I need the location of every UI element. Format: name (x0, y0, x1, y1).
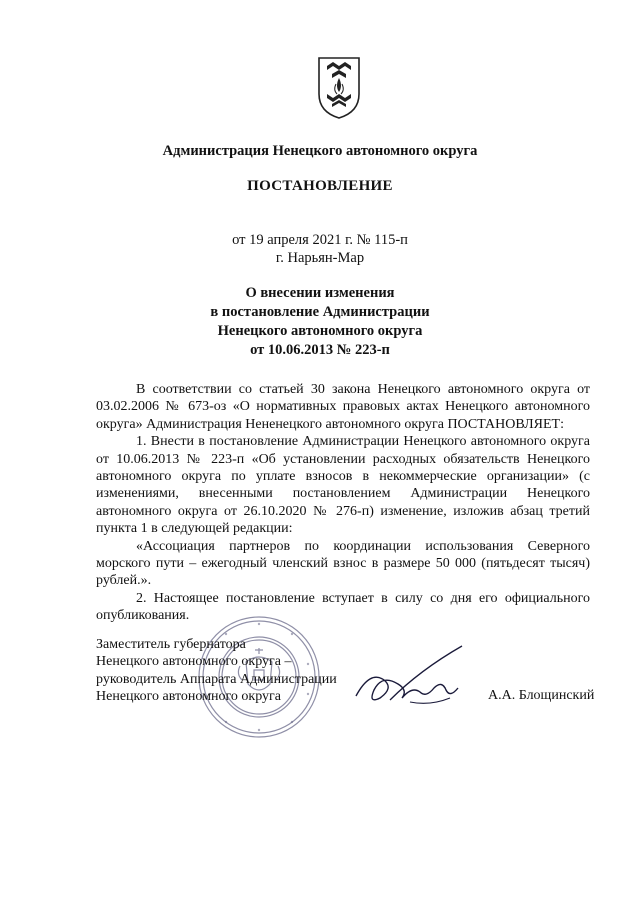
signatory-line: Заместитель губернатора (96, 637, 246, 652)
subject-line: в постановление Администрации (210, 304, 430, 320)
document-date-number: от 19 апреля 2021 г. № 115-п (232, 232, 408, 248)
subject-line: Ненецкого автономного округа (217, 323, 423, 339)
signatory-line: Ненецкого автономного округа – (96, 654, 292, 670)
document-body (96, 381, 590, 625)
body-paragraph: В соответствии со статьей 30 закона Ненецкого автономного округа от 03.02.2006 № 673-оз «О нормативных правовых актах Ненецкого автономного округа» Администрация Нененецкого автономного округа ПОСТАНОВЛЯЕТ: (96, 382, 590, 432)
subject-line: от 10.06.2013 № 223-п (250, 342, 390, 358)
body-paragraph: 1. Внести в постановление Администрации Ненецкого автономного округа от 10.06.2013 № 223-п «Об установлении расходных обязательств Ненецкого автономного округа по уплате взносов в некоммерческие организации» (с изменениями, внесенными постановлением Администрации Ненецкого автономного округа от 26.10.2020 № 276-п) изменение, изложив абзац третий пункта 1 в следующей редакции: (96, 434, 590, 537)
document-city: г. Нарьян-Мар (275, 250, 365, 266)
signatory-position (96, 636, 337, 706)
document-type: ПОСТАНОВЛЕНИЕ (247, 178, 393, 194)
signatory-name: А.А. Блощинский (488, 688, 595, 703)
organization-name: Администрация Ненецкого автономного округа (162, 143, 478, 159)
document-subject (0, 284, 640, 360)
nao-coat-of-arms-icon (316, 54, 362, 120)
signatory-line: Ненецкого автономного округа (96, 689, 281, 705)
subject-line: О внесении изменения (245, 285, 395, 301)
signatory-line: руководитель Аппарата Администрации (96, 671, 337, 687)
body-paragraph: «Ассоциация партнеров по координации использования Северного морского пути – ежегодный членский взнос в размере 50 000 (пятьдесят тысяч) рублей.». (96, 538, 590, 589)
handwritten-signature-icon (350, 640, 480, 720)
body-paragraph: 2. Настоящее постановление вступает в силу со дня его официального опубликования. (96, 590, 590, 624)
